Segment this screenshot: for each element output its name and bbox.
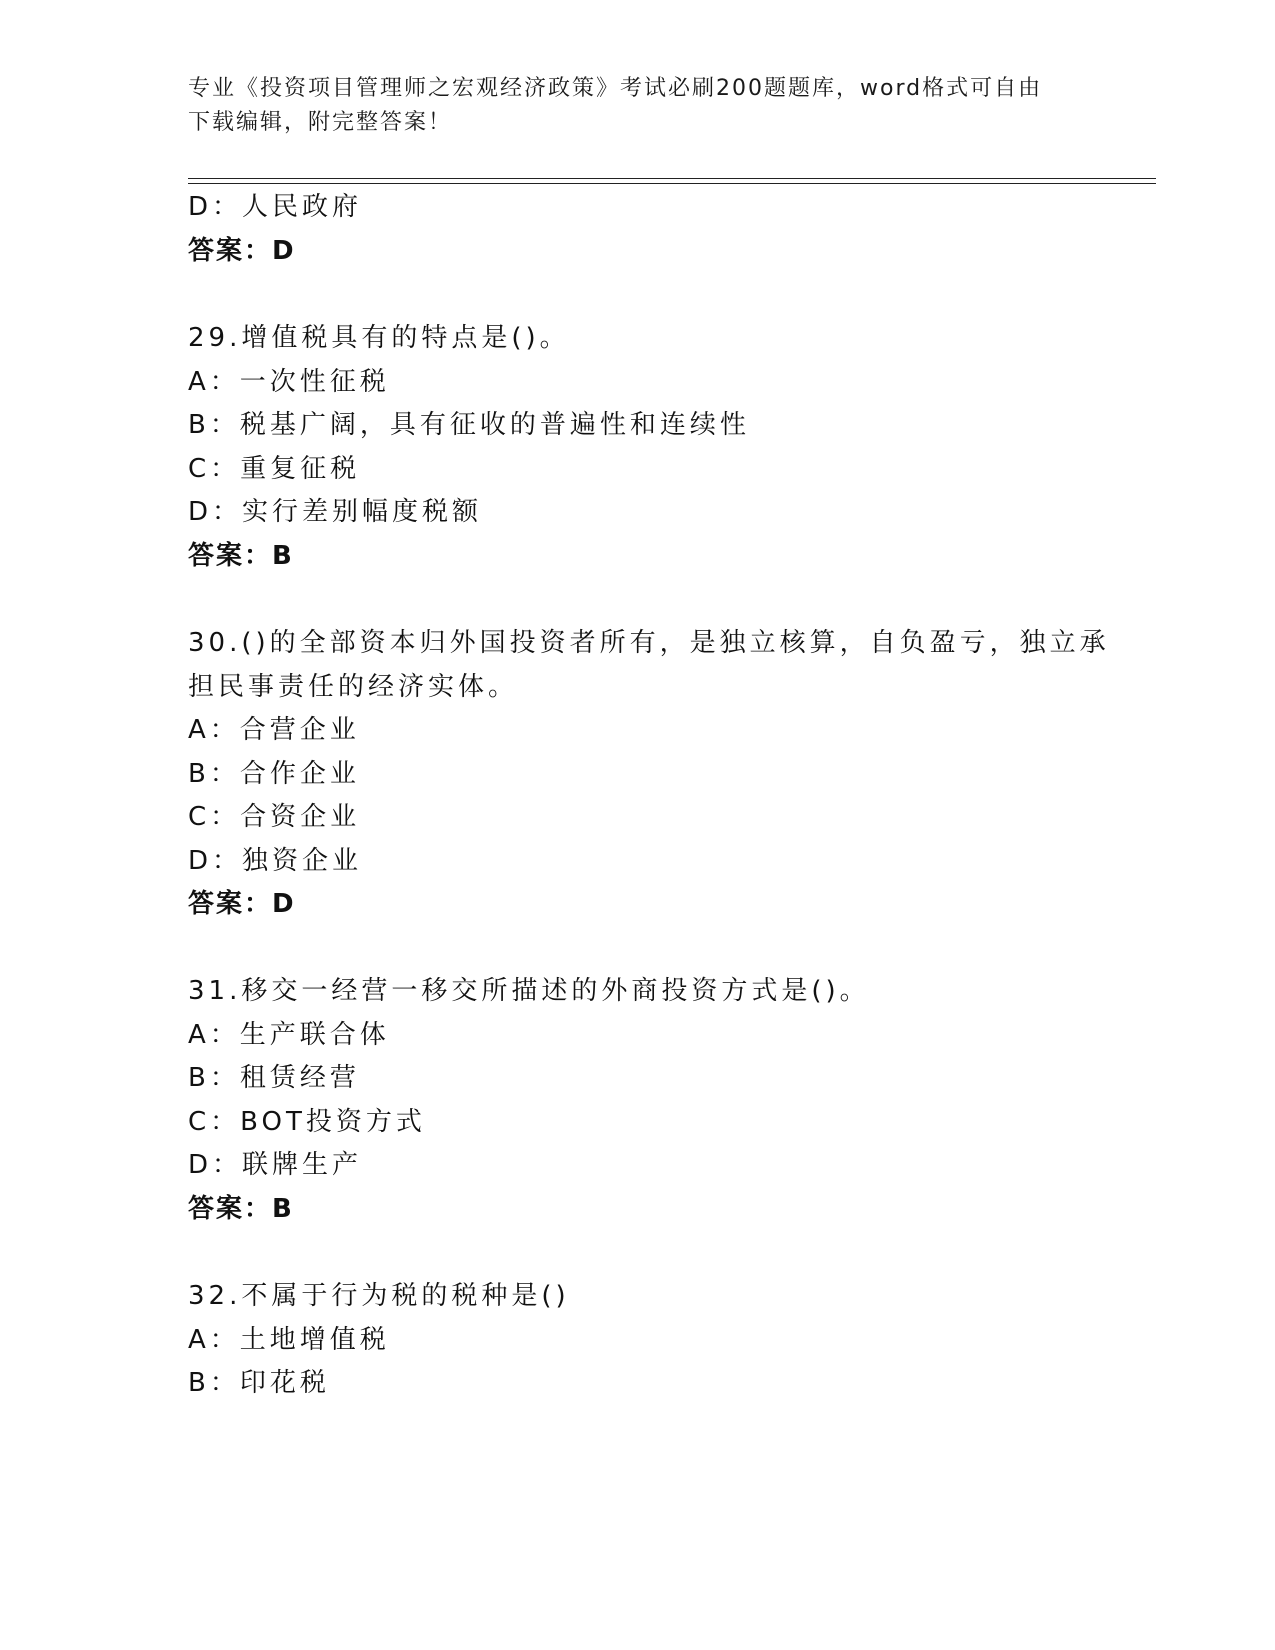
- prev-answer: 答案：D: [188, 236, 296, 266]
- q29-option-d: D：实行差别幅度税额: [188, 497, 483, 527]
- q29-option-b: B：税基广阔，具有征收的普遍性和连续性: [188, 410, 750, 440]
- q29-option-c: C：重复征税: [188, 454, 361, 484]
- header-divider-top: [188, 178, 1156, 179]
- q32-option-a: A：土地增值税: [188, 1325, 390, 1355]
- q31-option-b: B：租赁经营: [188, 1063, 360, 1093]
- q31-option-d: D：联牌生产: [188, 1150, 363, 1180]
- q30-option-c: C：合资企业: [188, 802, 361, 832]
- q31-answer: 答案：B: [188, 1194, 294, 1224]
- prev-option-d: D：人民政府: [188, 192, 363, 222]
- q29-answer: 答案：B: [188, 541, 294, 571]
- q32-option-b: B：印花税: [188, 1368, 330, 1398]
- q30-answer: 答案：D: [188, 889, 296, 919]
- header-line-1: 专业《投资项目管理师之宏观经济政策》考试必刷200题题库，word格式可自由: [188, 76, 1043, 101]
- q31-option-a: A：生产联合体: [188, 1020, 390, 1050]
- q29-stem: 29.增值税具有的特点是()。: [188, 323, 570, 353]
- header-line-2: 下载编辑，附完整答案！: [188, 110, 453, 135]
- q30-option-a: A：合营企业: [188, 715, 360, 745]
- q30-stem-line-1: 30.()的全部资本归外国投资者所有，是独立核算，自负盈亏，独立承: [188, 628, 1110, 658]
- q32-stem: 32.不属于行为税的税种是(): [188, 1281, 570, 1311]
- page-header: [188, 72, 1088, 140]
- q30-stem-line-2: 担民事责任的经济实体。: [188, 672, 519, 702]
- header-divider-bottom: [188, 183, 1156, 184]
- q29-option-a: A：一次性征税: [188, 367, 390, 397]
- q31-stem: 31.移交一经营一移交所描述的外商投资方式是()。: [188, 976, 870, 1006]
- q31-option-c: C：BOT投资方式: [188, 1107, 426, 1137]
- q30-option-d: D：独资企业: [188, 846, 363, 876]
- q30-option-b: B：合作企业: [188, 759, 360, 789]
